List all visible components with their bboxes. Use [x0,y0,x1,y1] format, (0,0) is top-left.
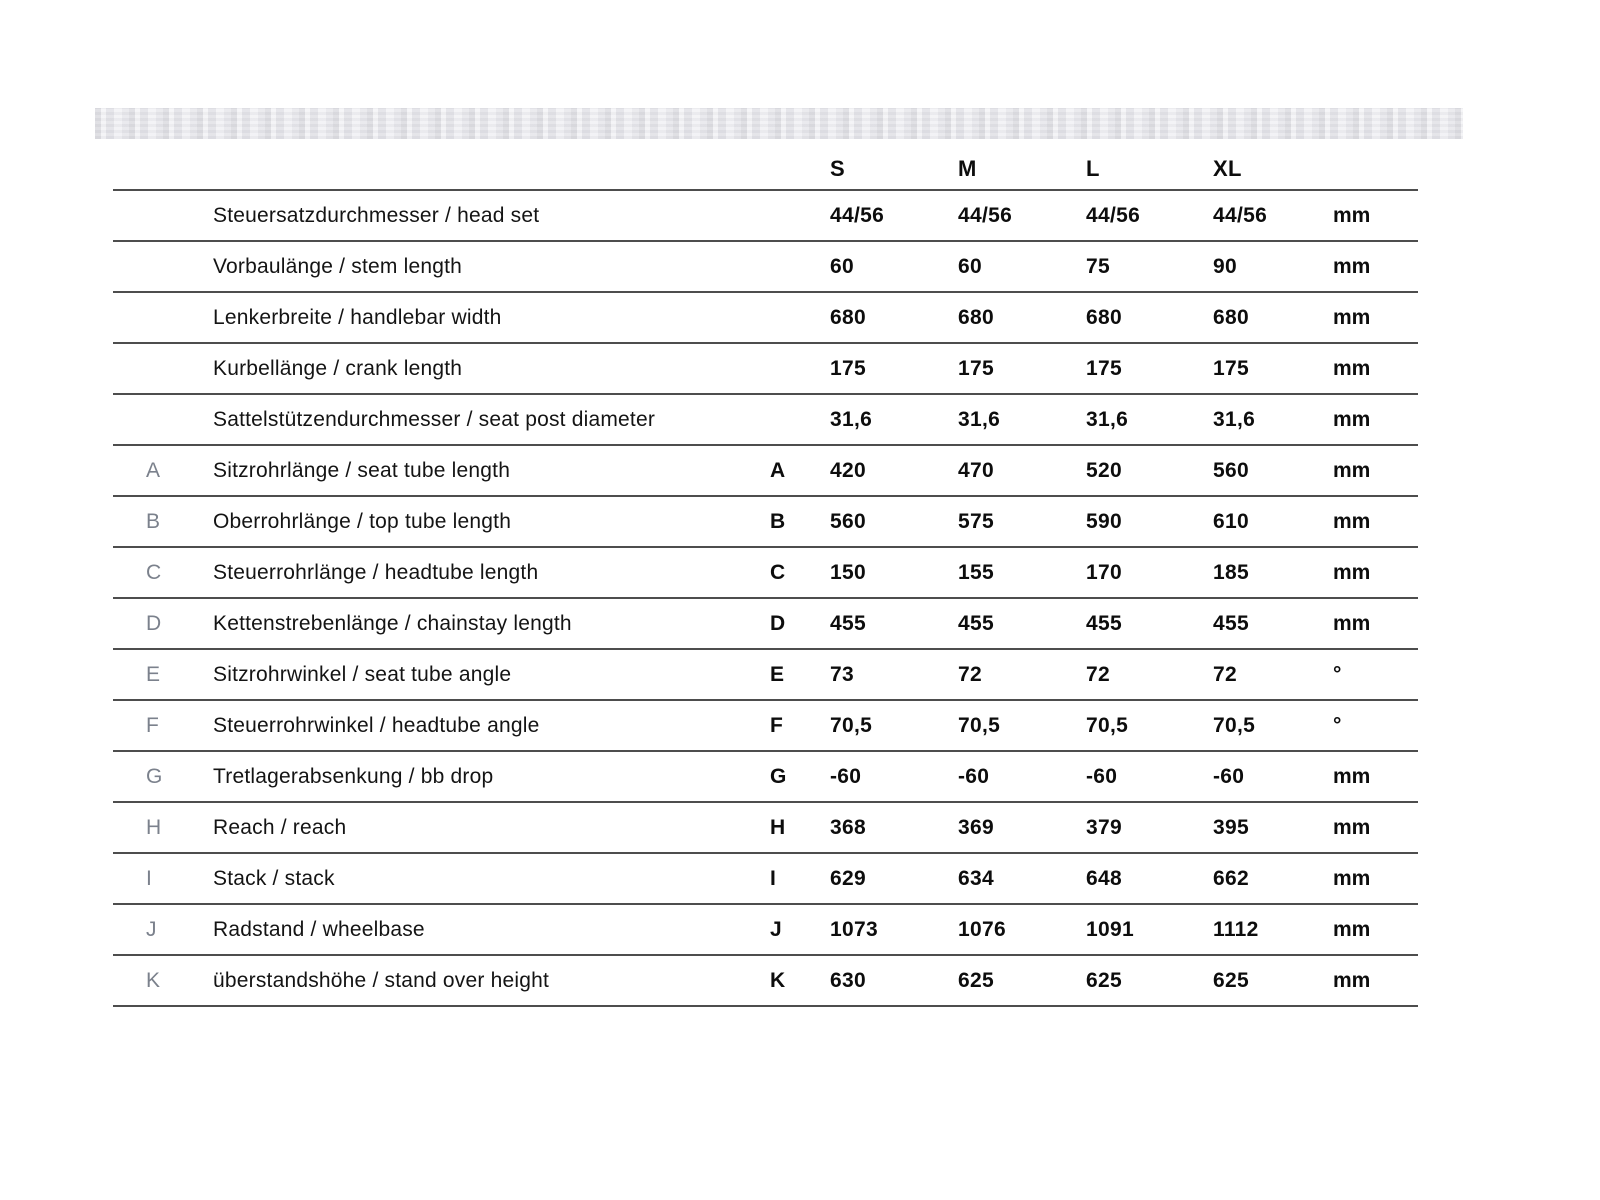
row-letter-inner: F [770,713,783,737]
row-label: Steuersatzdurchmesser / head set [213,203,540,227]
row-value: 625 [1086,968,1122,992]
row-label: Kurbellänge / crank length [213,356,463,380]
row-value: 31,6 [830,407,873,431]
row-value: 44/56 [1086,203,1141,227]
row-value: 155 [958,560,994,584]
row-value: 575 [958,509,994,533]
row-value: 31,6 [958,407,1001,431]
table-row [113,701,1418,752]
size-header-s: S [830,155,845,181]
row-value: 185 [1213,560,1249,584]
row-value: 175 [958,356,994,380]
row-unit: mm [1333,458,1371,482]
row-value: 175 [1213,356,1249,380]
row-value: 31,6 [1086,407,1129,431]
size-header-row [113,148,1418,191]
row-value: 44/56 [1213,203,1268,227]
row-letter-left: D [146,611,162,635]
row-value: -60 [830,764,862,788]
row-unit: mm [1333,509,1371,533]
row-unit: mm [1333,815,1371,839]
blurred-text-band [95,108,1463,139]
row-label: überstandshöhe / stand over height [213,968,550,992]
row-label: Lenkerbreite / handlebar width [213,305,502,329]
table-row [113,650,1418,701]
table-row [113,446,1418,497]
row-value: 75 [1086,254,1110,278]
row-value: 60 [958,254,982,278]
row-label: Stack / stack [213,866,335,890]
row-value: 369 [958,815,994,839]
row-letter-inner: H [770,815,786,839]
row-value: -60 [1213,764,1245,788]
row-value: 70,5 [958,713,1001,737]
row-value: 625 [958,968,994,992]
row-value: 395 [1213,815,1249,839]
size-header-l: L [1086,155,1100,181]
row-unit: mm [1333,560,1371,584]
table-row [113,956,1418,1007]
row-label: Tretlagerabsenkung / bb drop [213,764,494,788]
table-row [113,548,1418,599]
table-row [113,905,1418,956]
row-value: 560 [1213,458,1249,482]
table-row [113,395,1418,446]
row-value: 662 [1213,866,1249,890]
row-label: Sitzrohrlänge / seat tube length [213,458,511,482]
row-label: Vorbaulänge / stem length [213,254,463,278]
row-value: 60 [830,254,854,278]
table-row [113,191,1418,242]
row-unit: mm [1333,968,1371,992]
row-letter-inner: G [770,764,787,788]
row-unit: mm [1333,356,1371,380]
row-value: 634 [958,866,994,890]
row-value: 44/56 [958,203,1013,227]
row-value: 72 [1086,662,1110,686]
row-value: 175 [830,356,866,380]
row-value: 625 [1213,968,1249,992]
row-letter-inner: E [770,662,785,686]
row-value: 680 [830,305,866,329]
row-letter-inner: J [770,917,782,941]
row-value: 1073 [830,917,878,941]
row-value: 648 [1086,866,1122,890]
geometry-table [113,148,1418,1007]
row-value: 70,5 [1086,713,1129,737]
row-value: 1112 [1213,917,1259,941]
row-value: 520 [1086,458,1122,482]
row-letter-inner: D [770,611,786,635]
row-label: Oberrohrlänge / top tube length [213,509,512,533]
row-value: 72 [1213,662,1237,686]
row-unit: mm [1333,203,1371,227]
row-letter-left: E [146,662,161,686]
row-letter-inner: A [770,458,786,482]
row-value: 70,5 [830,713,873,737]
row-letter-left: I [146,866,152,890]
row-unit: mm [1333,254,1371,278]
table-row [113,599,1418,650]
row-value: 72 [958,662,982,686]
row-value: 680 [1086,305,1122,329]
row-value: 590 [1086,509,1122,533]
row-value: 420 [830,458,866,482]
row-value: 629 [830,866,866,890]
row-letter-inner: C [770,560,786,584]
row-value: 680 [1213,305,1249,329]
row-letter-left: B [146,509,161,533]
row-letter-inner: K [770,968,786,992]
row-letter-inner: I [770,866,776,890]
row-value: 73 [830,662,854,686]
row-value: 170 [1086,560,1122,584]
row-label: Kettenstrebenlänge / chainstay length [213,611,572,635]
row-value: 455 [830,611,866,635]
row-label: Steuerrohrlänge / headtube length [213,560,539,584]
row-value: 150 [830,560,866,584]
row-unit: mm [1333,917,1371,941]
size-header-m: M [958,155,977,181]
row-value: 1076 [958,917,1006,941]
table-row [113,497,1418,548]
row-letter-left: H [146,815,162,839]
row-value: 379 [1086,815,1122,839]
row-letter-left: C [146,560,162,584]
row-value: 368 [830,815,866,839]
row-value: 630 [830,968,866,992]
size-header-xl: XL [1213,155,1242,181]
table-row [113,242,1418,293]
row-value: 31,6 [1213,407,1256,431]
row-label: Steuerrohrwinkel / headtube angle [213,713,540,737]
row-unit: mm [1333,764,1371,788]
row-value: 455 [1213,611,1249,635]
row-letter-left: J [146,917,157,941]
row-value: 90 [1213,254,1237,278]
table-row [113,854,1418,905]
row-value: 610 [1213,509,1249,533]
row-unit: mm [1333,866,1371,890]
row-value: 680 [958,305,994,329]
row-letter-left: F [146,713,159,737]
row-unit: ° [1333,713,1342,737]
row-value: 470 [958,458,994,482]
table-row [113,803,1418,854]
row-label: Sitzrohrwinkel / seat tube angle [213,662,512,686]
row-label: Reach / reach [213,815,347,839]
row-label: Radstand / wheelbase [213,917,425,941]
row-value: -60 [958,764,990,788]
row-letter-left: K [146,968,161,992]
table-row [113,344,1418,395]
row-value: 70,5 [1213,713,1256,737]
geometry-table-rows [113,191,1418,1007]
row-value: 44/56 [830,203,885,227]
table-row [113,293,1418,344]
row-unit: mm [1333,305,1371,329]
row-value: -60 [1086,764,1118,788]
row-unit: ° [1333,662,1342,686]
row-label: Sattelstützendurchmesser / seat post diameter [213,407,656,431]
row-value: 455 [958,611,994,635]
row-value: 1091 [1086,917,1134,941]
row-letter-left: G [146,764,163,788]
row-value: 560 [830,509,866,533]
row-unit: mm [1333,407,1371,431]
row-unit: mm [1333,611,1371,635]
row-value: 175 [1086,356,1122,380]
row-letter-left: A [146,458,161,482]
row-value: 455 [1086,611,1122,635]
table-row [113,752,1418,803]
row-letter-inner: B [770,509,786,533]
